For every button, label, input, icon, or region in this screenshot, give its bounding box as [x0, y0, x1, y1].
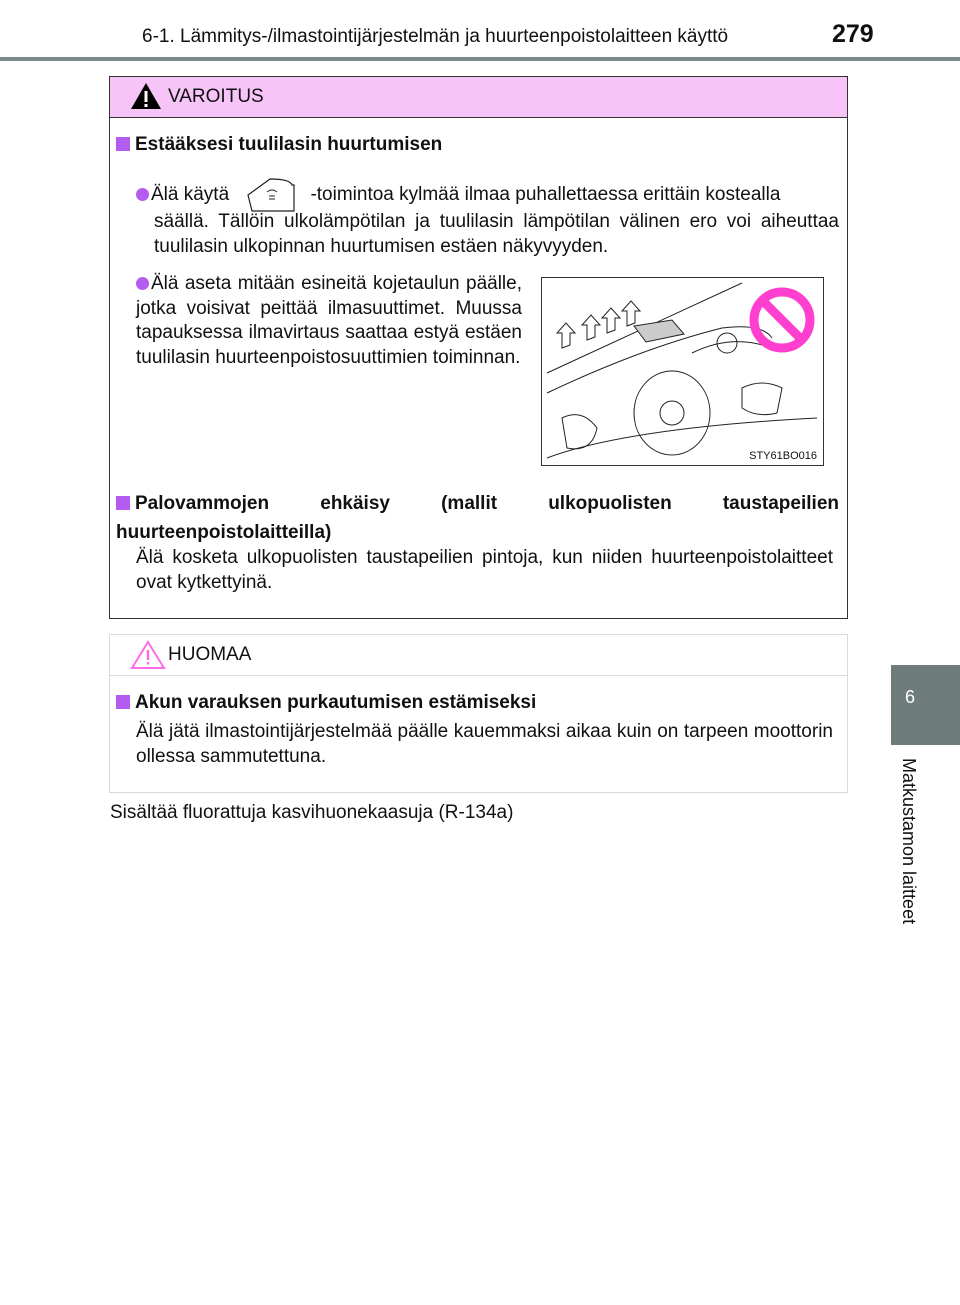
chapter-number: 6	[905, 687, 916, 707]
notice-text: Älä jätä ilmastointijärjestelmää päälle kauemmaksi aikaa kuin on tarpeen moottorin ollessa sammutettuna.	[136, 721, 833, 767]
warning-heading-2	[116, 489, 839, 547]
defroster-button-icon	[240, 177, 306, 213]
chapter-label: Matkustamon laitteet	[899, 758, 919, 925]
square-bullet-icon	[116, 695, 130, 709]
notice-heading	[116, 691, 536, 716]
square-bullet-icon	[116, 137, 130, 151]
heading-text: Akun varauksen purkautumisen estämiseksi	[135, 692, 537, 713]
dashboard-illustration	[541, 277, 824, 466]
figure-code: STY61BO016	[749, 450, 817, 462]
section-title: 6-1. Lämmitys-/ilmastointijärjestelmän ja huurteenpoistolaitteen käyttö	[142, 26, 729, 47]
round-bullet-icon	[136, 277, 149, 290]
warning-header	[110, 77, 847, 118]
warning-text-2: Älä kosketa ulkopuolisten taustapeilien pintoja, kun niiden huurteenpoistolaitteet ovat kytkettyinä.	[136, 547, 833, 593]
footer-text: Sisältää fluorattuja kasvihuonekaasuja (R-134a)	[110, 802, 514, 823]
warning-heading-1	[116, 133, 442, 158]
bullet-1-post: -toimintoa kylmää ilmaa puhallettaessa erittäin kostealla	[310, 184, 781, 206]
caution-icon	[130, 640, 166, 670]
heading-text: Palovammojen ehkäisy (mallit ulkopuolisten taustapeilien huurteenpoistolaitteilla)	[116, 493, 839, 543]
bullet-1-cont: säällä. Tällöin ulkolämpötilan ja tuulilasin lämpötilan välinen ero voi aiheuttaa tuulilasin ulkopinnan huurtumisen estäen näkyvyyden.	[154, 211, 839, 257]
chapter-tab[interactable]	[891, 665, 960, 745]
header-divider	[0, 57, 960, 61]
notice-title: HUOMAA	[168, 644, 252, 665]
warning-icon	[130, 82, 162, 110]
bullet-1-line	[136, 177, 839, 213]
bullet-1-pre: Älä käytä	[151, 184, 230, 206]
round-bullet-icon	[136, 188, 149, 201]
notice-header	[110, 635, 847, 676]
bullet-2	[136, 272, 522, 370]
dashboard-drawing	[542, 278, 823, 465]
page-number: 279	[832, 20, 874, 48]
heading-text: Estääksesi tuulilasin huurtumisen	[135, 134, 443, 155]
warning-title: VAROITUS	[168, 86, 264, 107]
bullet-2-text: Älä aseta mitään esineitä kojetaulun päälle, jotka voisivat peittää ilmasuuttimet. Muussa tapauksessa ilmavirtaus saattaa estyä estäen tuulilasin huurteenpoistosuuttimien toiminnan.	[136, 273, 522, 368]
square-bullet-icon	[116, 496, 130, 510]
